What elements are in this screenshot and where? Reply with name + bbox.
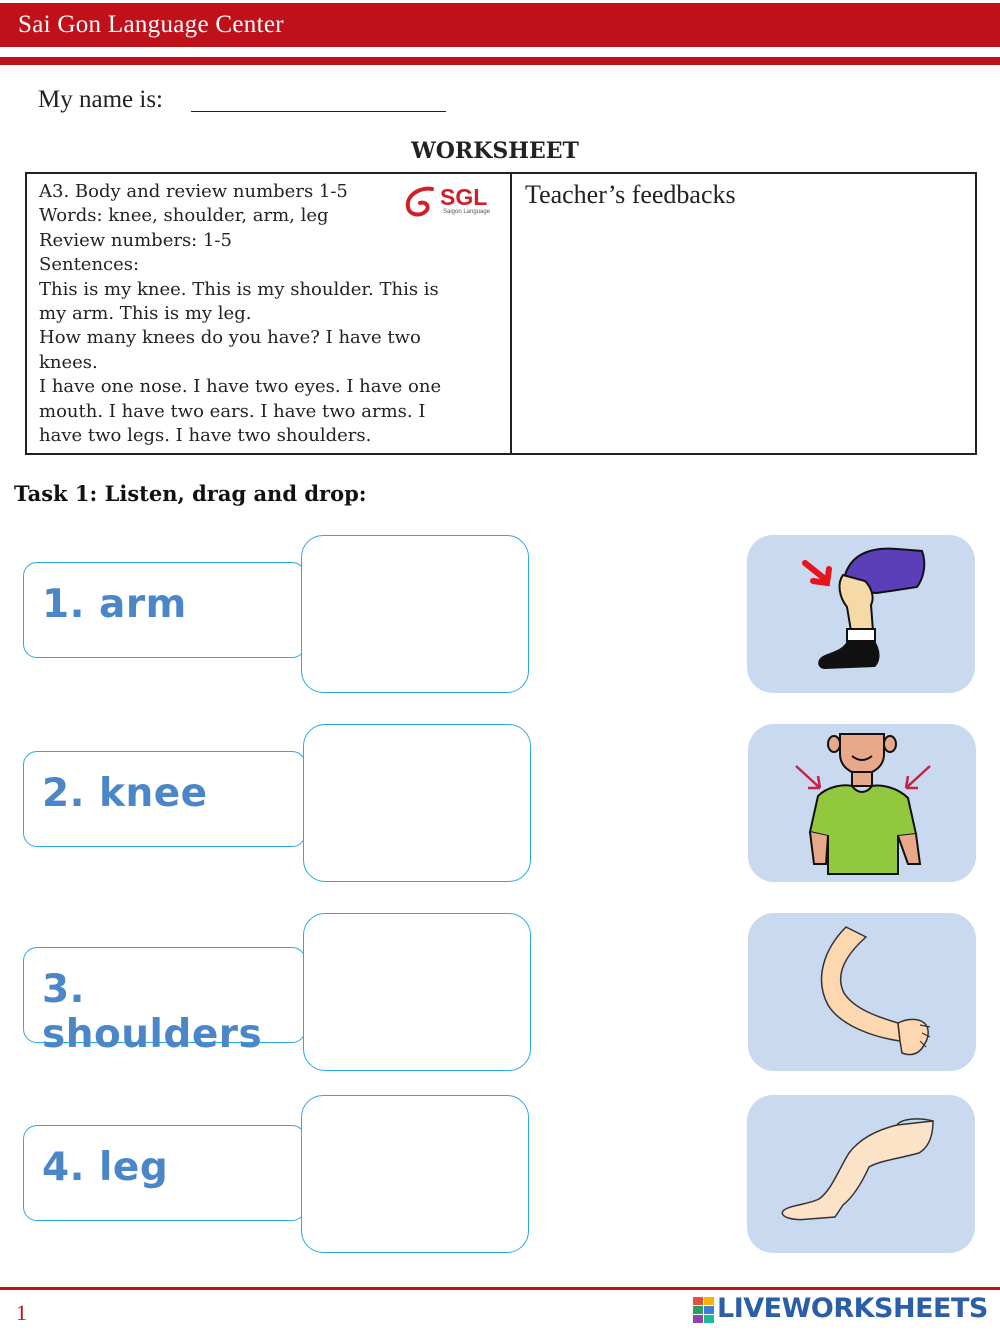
- shoulders-icon: [748, 724, 976, 882]
- arm-icon: [748, 913, 976, 1071]
- liveworksheets-blocks-icon: [693, 1297, 715, 1323]
- knee-picture[interactable]: [747, 535, 975, 693]
- page-number: 1: [16, 1300, 27, 1325]
- logo-subtext: Saigon Language: [443, 209, 491, 215]
- drop-zone-2[interactable]: [303, 724, 531, 882]
- lesson-line: Sentences:: [39, 254, 140, 276]
- knee-icon: [747, 535, 975, 693]
- feedback-label: Teacher’s feedbacks: [525, 180, 736, 209]
- word-card-shoulders[interactable]: [23, 947, 306, 1057]
- drop-zone-1[interactable]: [301, 535, 529, 693]
- lesson-line: I have one nose. I have two eyes. I have one: [39, 376, 442, 398]
- lesson-line: A3. Body and review numbers 1-5: [39, 181, 348, 202]
- lesson-line: my arm. This is my leg.: [39, 303, 252, 325]
- word-label: 4. leg: [42, 1145, 169, 1190]
- lesson-line: Review numbers: 1-5: [39, 229, 232, 251]
- word-label: 2. knee: [42, 771, 208, 816]
- name-label: My name is:: [38, 86, 163, 113]
- info-table-divider: [510, 172, 512, 455]
- liveworksheets-logo: [693, 1293, 993, 1327]
- word-label: 1. arm: [42, 582, 187, 627]
- leg-icon: [747, 1095, 975, 1253]
- header-title: Sai Gon Language Center: [18, 11, 284, 38]
- lesson-line: knees.: [39, 351, 98, 373]
- leg-picture[interactable]: [747, 1095, 975, 1253]
- word-card-leg[interactable]: [23, 1125, 306, 1221]
- footer-divider: [0, 1287, 1000, 1290]
- header-divider: [0, 57, 1000, 65]
- drop-zone-4[interactable]: [301, 1095, 529, 1253]
- lesson-line: Words: knee, shoulder, arm, leg: [39, 205, 329, 227]
- worksheet-title: WORKSHEET: [411, 138, 579, 164]
- shoulders-picture[interactable]: [748, 724, 976, 882]
- lesson-line: How many knees do you have? I have two: [39, 327, 421, 349]
- liveworksheets-brand: LIVEWORKSHEETS: [717, 1293, 988, 1324]
- arm-picture[interactable]: [748, 913, 976, 1071]
- drop-zone-3[interactable]: [303, 913, 531, 1071]
- logo-text: SGL: [440, 184, 488, 210]
- word-card-arm[interactable]: [23, 562, 306, 658]
- lesson-line: have two legs. I have two shoulders.: [39, 425, 372, 447]
- word-card-knee[interactable]: [23, 751, 306, 847]
- lesson-line: mouth. I have two ears. I have two arms. I: [39, 400, 426, 422]
- sgl-swirl-icon: [402, 185, 442, 221]
- word-label: 3. shoulders: [42, 967, 263, 1057]
- name-input-line[interactable]: [191, 111, 446, 112]
- lesson-line: This is my knee. This is my shoulder. This is: [39, 278, 439, 300]
- task-title: Task 1: Listen, drag and drop:: [14, 481, 367, 506]
- sgl-logo: [402, 183, 502, 223]
